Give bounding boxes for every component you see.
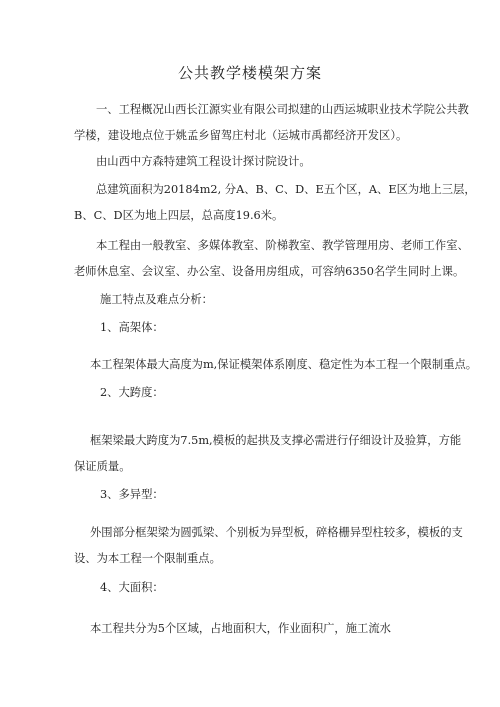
paragraph-composition-line-1: 本工程由一般教室、多媒体教室、阶梯教室、教学管理用房、老师工作室、	[96, 239, 469, 252]
paragraph-area-line-1: 总建筑面积为20184m2, 分A、B、C、D、E五个区，A、E区为地上三层，	[96, 183, 476, 196]
paragraph-overview-line-2: 学楼，建设地点位于姚孟乡留驾庄村北（运城市禹都经济开发区）。	[74, 129, 408, 142]
subheading-high-frame: 1、高架体：	[100, 321, 164, 334]
subheading-large-area: 4、大面积：	[100, 581, 164, 594]
paragraph-irregular-line-2: 设、为本工程一个限制重点。	[74, 552, 221, 565]
paragraph-irregular-line-1: 外围部分框架梁为圆弧梁、个别板为异型板，碎格栅异型柱较多，模板的支	[90, 526, 463, 539]
paragraph-large-span-line-2: 保证质量。	[74, 460, 131, 473]
paragraph-high-frame: 本工程架体最大高度为m,保证模架体系刚度、稳定性为本工程一个限制重点。	[90, 358, 478, 371]
section-heading-features: 施工特点及难点分析：	[100, 293, 213, 306]
paragraph-designer: 由山西中方森特建筑工程设计探讨院设计。	[96, 155, 311, 168]
paragraph-large-area: 本工程共分为5个区域，占地面积大，作业面积广，施工流水	[90, 622, 391, 635]
paragraph-composition-line-2: 老师休息室、会议室、办公室、设备用房组成，可容纳6350名学生同时上课。	[74, 265, 465, 278]
subheading-irregular: 3、多异型：	[100, 488, 164, 501]
document-title: 公共教学楼模架方案	[177, 64, 322, 82]
paragraph-large-span-line-1: 框架梁最大跨度为7.5m,模板的起拱及支撑必需进行仔细设计及验算，方能	[90, 434, 462, 447]
paragraph-overview-line-1: 一、工程概况山西长江源实业有限公司拟建的山西运城职业技术学院公共教	[96, 103, 469, 116]
paragraph-area-line-2: B、C、D区为地上四层，总高度19.6米。	[74, 209, 284, 222]
subheading-large-span: 2、大跨度：	[100, 386, 164, 399]
